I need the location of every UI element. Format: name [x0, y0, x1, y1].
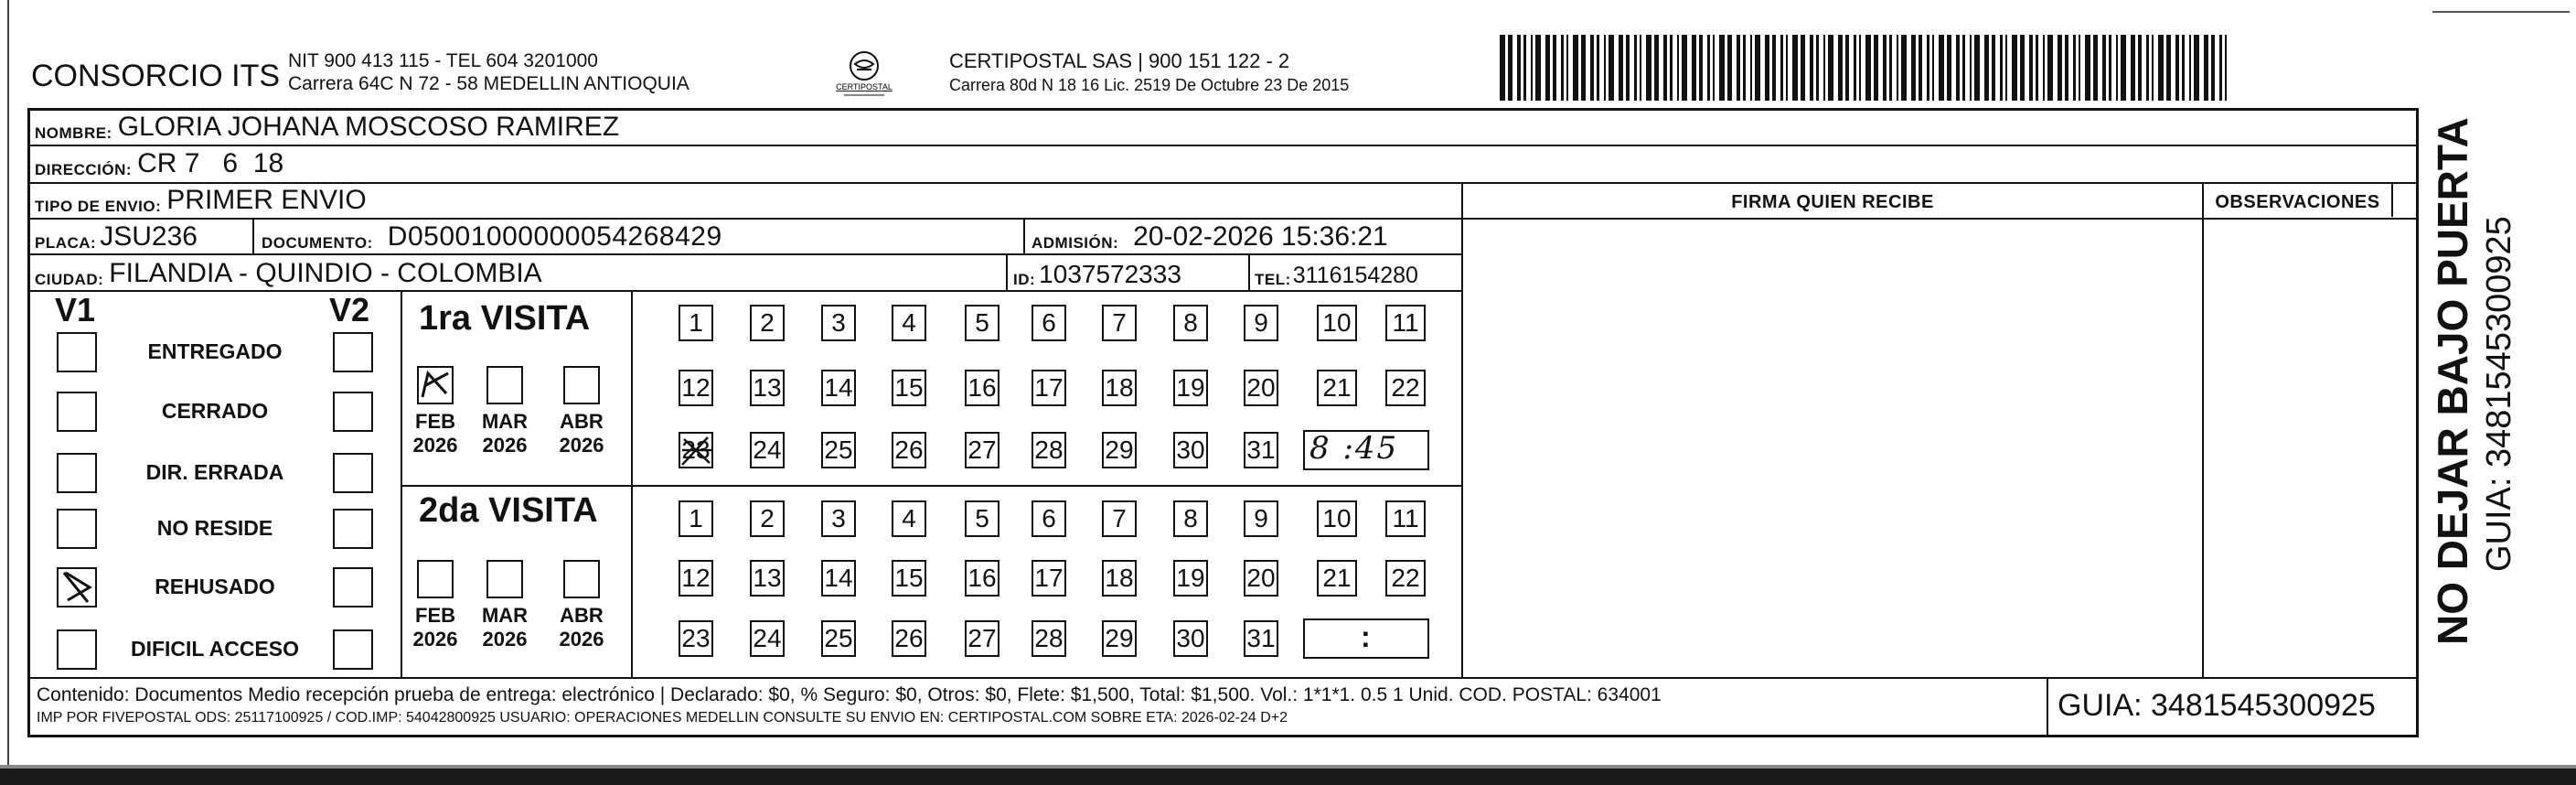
day-checkbox[interactable]: 12 [679, 370, 713, 406]
barcode-bar [2194, 35, 2199, 101]
barcode-bar [1970, 35, 1972, 101]
barcode-bar [1939, 35, 1944, 101]
day-checkbox[interactable]: 10 [1317, 305, 1357, 341]
barcode-bar [1500, 35, 1505, 101]
barcode-bar [1927, 35, 1929, 101]
observaciones-label: OBSERVACIONES [2215, 192, 2380, 212]
month-label: ABR [560, 604, 604, 627]
year-label: 2026 [412, 628, 458, 651]
barcode-bar [1780, 35, 1783, 101]
month-checkbox[interactable] [486, 366, 523, 404]
placa-value: JSU236 [100, 221, 198, 252]
day-checkbox[interactable]: 30 [1173, 432, 1208, 468]
month-label: MAR [481, 410, 529, 433]
v1-checkbox[interactable] [57, 332, 97, 372]
barcode-bar [1545, 35, 1550, 101]
barcode-bar [1531, 35, 1533, 101]
visit1-title: 1ra VISITA [419, 299, 591, 338]
barcode-bar [2065, 35, 2068, 101]
barcode [1500, 35, 2231, 101]
day-checkbox[interactable]: 8 [1173, 500, 1208, 537]
year-label: 2026 [482, 434, 528, 457]
barcode-bar [1535, 35, 1541, 101]
barcode-bar [1772, 35, 1776, 101]
no-dejar-bajo-puerta: NO DEJAR BAJO PUERTA [2429, 117, 2476, 645]
v1-checkbox[interactable] [57, 392, 97, 432]
year-label: 2026 [482, 628, 528, 651]
barcode-bar [1883, 35, 1887, 101]
barcode-bar [1727, 35, 1732, 101]
barcode-bar [2121, 35, 2126, 101]
v2-checkbox[interactable] [333, 392, 373, 432]
nombre-row [35, 110, 619, 143]
day-checkbox[interactable]: 19 [1173, 370, 1208, 406]
day-checkbox[interactable]: 3 [821, 305, 856, 341]
id-cell [1013, 256, 1181, 289]
day-checkbox[interactable]: 26 [892, 432, 926, 468]
v2-checkbox[interactable] [333, 453, 373, 493]
status-label: CERRADO [161, 399, 269, 423]
company-line1: NIT 900 413 115 - TEL 604 3201000 [288, 50, 598, 71]
svg-text:CERTIPOSTAL: CERTIPOSTAL [836, 82, 893, 91]
barcode-bar [1713, 35, 1715, 101]
barcode-bar [2036, 35, 2038, 101]
barcode-bar [1597, 35, 1599, 101]
day-checkbox[interactable]: 8 [1173, 305, 1208, 341]
v2-checkbox[interactable] [333, 567, 373, 608]
admision-label: ADMISIÓN: [1031, 234, 1119, 252]
day-checkbox[interactable]: 9 [1244, 500, 1278, 537]
barcode-bar [2020, 35, 2025, 101]
day-checkbox[interactable]: 25 [821, 432, 856, 468]
company-name: CONSORCIO ITS [31, 59, 281, 93]
barcode-bar [1901, 35, 1907, 101]
barcode-bar [2146, 35, 2149, 101]
v2-header: V2 [329, 291, 370, 328]
barcode-bar [2211, 35, 2215, 101]
barcode-bar [1573, 35, 1578, 101]
day-checkbox[interactable]: 7 [1102, 500, 1137, 537]
barcode-bar [2085, 35, 2090, 101]
barcode-bar [1523, 35, 1526, 101]
barcode-bar [2047, 35, 2053, 101]
day-checkbox[interactable]: 31 [1244, 432, 1278, 468]
day-checkbox[interactable]: 11 [1385, 500, 1426, 537]
barcode-bar [2073, 35, 2076, 101]
barcode-bar [1919, 35, 1922, 101]
day-checkbox[interactable]: 29 [1102, 620, 1137, 657]
year-label: 2026 [412, 434, 458, 457]
barcode-bar [1634, 35, 1637, 101]
barcode-bar [1640, 35, 1641, 101]
barcode-bar [1699, 35, 1703, 101]
day-checkbox[interactable]: 20 [1244, 370, 1278, 406]
barcode-bar [1581, 35, 1586, 101]
v1-header: V1 [55, 291, 96, 328]
barcode-bar [1604, 35, 1606, 101]
barcode-bar [1874, 35, 1878, 101]
barcode-bar [2219, 35, 2222, 101]
day-checkbox[interactable]: 17 [1031, 560, 1066, 597]
barcode-bar [1619, 35, 1623, 101]
barcode-bar [1801, 35, 1805, 101]
barcode-bar [1663, 35, 1667, 101]
day-checkbox[interactable]: 2 [750, 305, 785, 341]
barcode-bar [2166, 35, 2171, 101]
day-checkbox[interactable]: 16 [965, 370, 999, 406]
day-checkbox[interactable]: 19 [1173, 560, 1208, 597]
day-checkbox[interactable]: 1 [679, 500, 713, 537]
barcode-bar [1737, 35, 1740, 101]
barcode-bar [2131, 35, 2135, 101]
v1-checkbox[interactable] [57, 509, 97, 549]
barcode-bar [1508, 35, 1512, 101]
barcode-bar [1992, 35, 1995, 101]
day-checkbox[interactable]: 29 [1102, 432, 1137, 468]
firma-label: FIRMA QUIEN RECIBE [1731, 192, 1934, 212]
day-checkbox[interactable]: 28 [1031, 432, 1066, 468]
barcode-bar [1561, 35, 1564, 101]
barcode-bar [1707, 35, 1710, 101]
barcode-bar [1859, 35, 1861, 101]
barcode-bar [1682, 35, 1687, 101]
v2-checkbox[interactable] [333, 629, 373, 670]
certi-line2: Carrera 80d N 18 16 Lic. 2519 De Octubre 23 De 2015 [949, 76, 1350, 94]
day-checkbox[interactable]: 27 [965, 620, 999, 657]
status-label: REHUSADO [155, 575, 275, 598]
day-checkbox[interactable]: 27 [965, 432, 999, 468]
barcode-bar [1626, 35, 1630, 101]
nombre-value: GLORIA JOHANA MOSCOSO RAMIREZ [117, 112, 620, 142]
barcode-bar [2058, 35, 2062, 101]
barcode-bar [1792, 35, 1798, 101]
visit1-time-handwritten: 8 :45 [1309, 430, 1399, 467]
day-checkbox[interactable]: 17 [1031, 370, 1066, 406]
placa-label: PLACA: [35, 234, 97, 252]
month-label: FEB [415, 410, 455, 433]
day-checkbox[interactable]: 3 [821, 500, 856, 537]
day-checkbox[interactable]: 4 [892, 500, 926, 537]
barcode-bar [1845, 35, 1849, 101]
barcode-bar [1765, 35, 1769, 101]
barcode-bar [1816, 35, 1819, 101]
barcode-bar [1750, 35, 1752, 101]
barcode-bar [1974, 35, 1980, 101]
barcode-bar [2204, 35, 2208, 101]
barcode-bar [1786, 35, 1788, 101]
barcode-bar [2225, 35, 2227, 101]
placa-cell [35, 220, 198, 253]
barcode-bar [2000, 35, 2003, 101]
side-guia: GUIA: 3481545300925 [2480, 216, 2518, 572]
barcode-bar [2182, 35, 2185, 101]
admision-value: 20-02-2026 15:36:21 [1133, 221, 1388, 252]
day-checkbox[interactable]: 15 [892, 370, 926, 406]
month-label: MAR [481, 604, 529, 627]
day-checkbox[interactable]: 18 [1102, 560, 1137, 597]
tipo-value: PRIMER ENVIO [166, 185, 367, 215]
barcode-bar [1854, 35, 1856, 101]
barcode-bar [2043, 35, 2045, 101]
barcode-bar [1947, 35, 1951, 101]
day-checkbox[interactable]: 11 [1385, 305, 1426, 341]
day-checkbox[interactable]: 24 [750, 620, 785, 657]
direccion-value: CR 7 6 18 [137, 148, 284, 178]
v1-checkbox[interactable] [57, 567, 97, 608]
day-checkbox[interactable]: 23 [679, 432, 713, 468]
barcode-bar [1553, 35, 1556, 101]
day-checkbox[interactable]: 9 [1244, 305, 1278, 341]
barcode-bar [1889, 35, 1892, 101]
scan-edge-line-top [2432, 11, 2570, 13]
barcode-bar [1677, 35, 1679, 101]
barcode-bar [2109, 35, 2111, 101]
day-checkbox[interactable]: 4 [892, 305, 926, 341]
barcode-bar [1838, 35, 1843, 101]
barcode-bar [1911, 35, 1916, 101]
direccion-row [35, 146, 283, 179]
year-label: 2026 [559, 628, 604, 651]
day-checkbox[interactable]: 21 [1317, 370, 1357, 406]
month-checkbox[interactable] [417, 366, 454, 404]
day-checkbox[interactable]: 24 [750, 432, 785, 468]
day-checkbox[interactable]: 20 [1244, 560, 1278, 597]
v2-checkbox[interactable] [333, 509, 373, 549]
barcode-bar [1755, 35, 1760, 101]
day-checkbox[interactable]: 25 [821, 620, 856, 657]
scan-bottom-edge-light [0, 765, 2576, 769]
id-value: 1037572333 [1039, 260, 1181, 288]
barcode-bar [1670, 35, 1673, 101]
day-checkbox[interactable]: 5 [965, 305, 999, 341]
direccion-label: DIRECCIÓN: [35, 161, 133, 178]
barcode-bar [2102, 35, 2106, 101]
day-checkbox[interactable]: 7 [1102, 305, 1137, 341]
day-checkbox[interactable]: 10 [1317, 500, 1357, 537]
check-mark-icon [59, 569, 95, 606]
day-checkbox[interactable]: 2 [750, 500, 785, 537]
day-checkbox[interactable]: 13 [750, 560, 785, 597]
barcode-bar [1956, 35, 1960, 101]
barcode-bar [2175, 35, 2179, 101]
tel-cell [1255, 256, 1418, 289]
v2-checkbox[interactable] [333, 332, 373, 372]
day-checkbox[interactable]: 13 [750, 370, 785, 406]
barcode-bar [2152, 35, 2154, 101]
barcode-bar [1984, 35, 1989, 101]
tel-value: 3116154280 [1292, 263, 1418, 288]
documento-label: DOCUMENTO: [262, 234, 373, 252]
barcode-bar [2189, 35, 2191, 101]
footer-guia: GUIA: 3481545300925 [2058, 688, 2376, 723]
status-label: DIR. ERRADA [145, 460, 284, 484]
barcode-bar [1517, 35, 1521, 101]
day-checkbox[interactable]: 30 [1173, 620, 1208, 657]
day-checkbox[interactable]: 28 [1031, 620, 1066, 657]
status-label: NO RESIDE [156, 516, 273, 540]
imp-text: IMP POR FIVEPOSTAL ODS: 25117100925 / COD.IMP: 54042800925 USUARIO: OPERACIONES MEDELLIN CONSULTE SU ENVIO EN: CERTIPOSTAL.COM SOBRE ETA: 2026-02-24 D+2 [37, 710, 1288, 726]
day-checkbox[interactable]: 1 [679, 305, 713, 341]
company-line2: Carrera 64C N 72 - 58 MEDELLIN ANTIOQUIA [288, 73, 689, 94]
day-checkbox[interactable]: 14 [821, 370, 856, 406]
day-checkbox[interactable]: 5 [965, 500, 999, 537]
year-label: 2026 [559, 434, 604, 457]
day-checkbox[interactable]: 14 [821, 560, 856, 597]
day-checkbox[interactable]: 21 [1317, 560, 1357, 597]
barcode-bar [1743, 35, 1746, 101]
barcode-bar [1566, 35, 1568, 101]
scan-edge-line [7, 0, 9, 778]
barcode-bar [2093, 35, 2098, 101]
visit2-title: 2da VISITA [419, 491, 598, 530]
day-checkbox[interactable]: 23 [679, 620, 713, 657]
ciudad-label: CIUDAD: [35, 271, 104, 288]
month-checkbox[interactable] [563, 560, 600, 598]
day-checkbox[interactable]: 6 [1031, 500, 1066, 537]
v1-checkbox[interactable] [57, 629, 97, 670]
barcode-bar [1932, 35, 1934, 101]
certi-line1: CERTIPOSTAL SAS | 900 151 122 - 2 [949, 49, 1290, 72]
day-checkbox[interactable]: 26 [892, 620, 926, 657]
barcode-bar [1590, 35, 1594, 101]
barcode-bar [1646, 35, 1651, 101]
day-checkbox[interactable]: 22 [1385, 560, 1426, 597]
barcode-bar [2029, 35, 2033, 101]
day-checkbox[interactable]: 31 [1244, 620, 1278, 657]
documento-cell [262, 220, 722, 253]
admision-cell [1031, 220, 1388, 253]
month-label: ABR [560, 410, 604, 433]
status-label: ENTREGADO [147, 339, 283, 363]
barcode-bar [1692, 35, 1696, 101]
check-mark-icon [419, 368, 452, 403]
barcode-bar [1962, 35, 1965, 101]
day-checkbox[interactable]: 16 [965, 560, 999, 597]
id-label: ID: [1013, 271, 1036, 288]
month-label: FEB [415, 604, 455, 627]
certipostal-logo [828, 48, 901, 101]
barcode-bar [2005, 35, 2007, 101]
nombre-label: NOMBRE: [35, 124, 112, 142]
barcode-bar [1865, 35, 1871, 101]
tipo-label: TIPO DE ENVIO: [35, 198, 162, 215]
barcode-bar [2079, 35, 2080, 101]
day-checkbox[interactable]: 22 [1385, 370, 1426, 406]
contenido-text: Contenido: Documentos Medio recepción prueba de entrega: electrónico | Declarado: $0, % Seguro: $0, Otros: $0, Flete: $1,500, Total: $1,500. Vol.: 1*1*1. 0.5 1 Unid. COD. POSTAL: 634001 [37, 684, 1662, 705]
tel-label: TEL: [1255, 271, 1291, 288]
day-checkbox[interactable]: 6 [1031, 305, 1066, 341]
scan-bottom-edge [0, 769, 2576, 785]
barcode-bar [2138, 35, 2142, 101]
barcode-bar [1719, 35, 1725, 101]
barcode-bar [1654, 35, 1659, 101]
barcode-bar [2158, 35, 2164, 101]
ciudad-cell [35, 256, 542, 289]
barcode-bar [1609, 35, 1614, 101]
barcode-bar [1810, 35, 1813, 101]
month-checkbox[interactable] [417, 560, 454, 598]
visit2-time-placeholder: : [1361, 620, 1371, 653]
ciudad-value: FILANDIA - QUINDIO - COLOMBIA [109, 258, 542, 288]
barcode-bar [1897, 35, 1898, 101]
day-checkbox[interactable]: 12 [679, 560, 713, 597]
barcode-bar [2012, 35, 2017, 101]
documento-value: D05001000000054268429 [387, 221, 722, 252]
month-checkbox[interactable] [486, 560, 523, 598]
barcode-bar [2116, 35, 2118, 101]
barcode-bar [1823, 35, 1825, 101]
day-checkbox[interactable]: 18 [1102, 370, 1137, 406]
v1-checkbox[interactable] [57, 453, 97, 493]
status-label: DIFICIL ACCESO [130, 637, 299, 661]
tipo-row [35, 183, 367, 216]
barcode-bar [1828, 35, 1833, 101]
month-checkbox[interactable] [563, 366, 600, 404]
day-checkbox[interactable]: 15 [892, 560, 926, 597]
